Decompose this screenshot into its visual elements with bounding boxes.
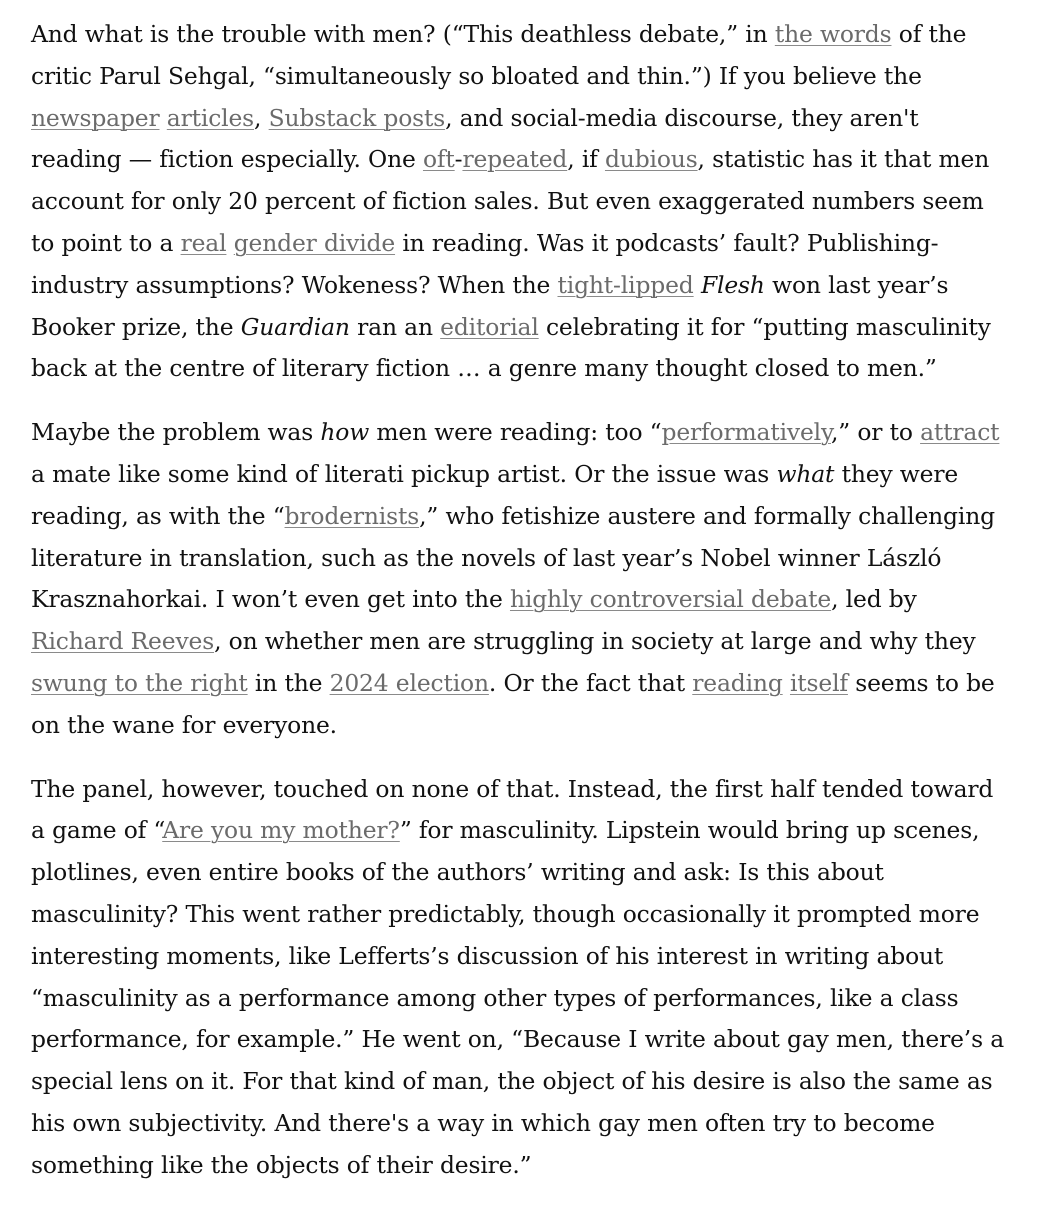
text-segment: critic Parul Sehgal, “simultaneously so bloated and thin.”) If you believe the <box>31 61 922 90</box>
text-line <box>31 894 1031 936</box>
text-segment: something like the objects of their desire.” <box>31 1150 532 1179</box>
text-line <box>31 1145 1031 1187</box>
text-segment: his own subjectivity. And there's a way in which gay men often try to become <box>31 1108 935 1137</box>
text-segment <box>694 271 701 299</box>
text-line <box>31 412 1031 454</box>
text-line <box>31 579 1031 621</box>
inline-link[interactable]: highly controversial debate <box>509 585 832 614</box>
text-segment: back at the centre of literary fiction … a genre many thought closed to men.” <box>31 354 937 383</box>
text-line <box>31 1019 1031 1061</box>
text-line <box>31 852 1031 894</box>
text-segment: in the <box>247 668 330 697</box>
text-segment: on the wane for everyone. <box>31 710 337 739</box>
text-segment: Krasznahorkai. I won’t even get into the <box>31 585 510 614</box>
text-segment: The panel, however, touched on none of that. Instead, the first half tended toward <box>31 774 994 803</box>
inline-link[interactable]: newspaper <box>31 103 160 132</box>
text-segment: “masculinity as a performance among other types of performances, like a class <box>31 983 959 1012</box>
text-segment: ” for masculinity. Lipstein would bring up scenes, <box>399 816 980 845</box>
text-segment: in reading. Was it podcasts’ fault? Publishing- <box>395 228 939 257</box>
inline-link[interactable]: swung to the right <box>31 668 248 697</box>
paragraph <box>31 769 1031 1187</box>
text-line <box>31 56 1031 98</box>
inline-link[interactable]: performatively <box>661 418 831 447</box>
text-line <box>31 454 1031 496</box>
text-segment <box>226 229 233 257</box>
text-line <box>31 978 1031 1020</box>
text-segment: reading, as with the “ <box>31 501 285 530</box>
text-segment: a mate like some kind of literati pickup artist. Or the issue was <box>31 459 777 488</box>
text-line <box>31 307 1031 349</box>
text-segment: men were reading: too “ <box>369 418 662 447</box>
inline-link[interactable]: 2024 election <box>329 668 489 697</box>
text-line <box>31 936 1031 978</box>
text-segment: ,” who fetishize austere and formally challenging <box>419 501 995 530</box>
text-line <box>31 663 1031 705</box>
inline-link[interactable]: editorial <box>440 312 539 341</box>
text-segment: , if <box>567 145 605 174</box>
text-line <box>31 621 1031 663</box>
text-line <box>31 810 1031 852</box>
inline-link[interactable]: repeated <box>462 145 568 174</box>
text-segment: plotlines, even entire books of the authors’ writing and ask: Is this about <box>31 858 884 887</box>
text-segment: ,” or to <box>830 418 921 447</box>
inline-link[interactable]: gender divide <box>233 228 396 257</box>
text-segment: they were <box>834 459 959 488</box>
inline-link[interactable]: brodernists <box>284 501 420 530</box>
text-line <box>31 98 1031 140</box>
text-segment: - <box>454 145 463 174</box>
text-segment: literature in translation, such as the novels of last year’s Nobel winner László <box>31 543 942 572</box>
text-segment: special lens on it. For that kind of man, the object of his desire is also the same as <box>31 1067 993 1096</box>
article-body <box>31 14 1031 1209</box>
text-line <box>31 265 1031 307</box>
text-segment: , led by <box>831 585 917 614</box>
inline-link[interactable]: itself <box>789 668 848 697</box>
text-segment: . Or the fact that <box>488 668 693 697</box>
paragraph <box>31 412 1031 746</box>
text-segment: won last year’s <box>764 270 949 299</box>
text-segment: account for only 20 percent of fiction sales. But even exaggerated numbers seem <box>31 187 984 216</box>
text-segment: ran an <box>349 312 441 341</box>
text-segment: , <box>254 103 269 132</box>
inline-link[interactable]: articles <box>166 103 255 132</box>
text-segment: Booker prize, the <box>31 312 241 341</box>
text-segment: And what is the trouble with men? (“This deathless debate,” in <box>31 20 775 48</box>
italic-text: how <box>320 418 370 447</box>
text-segment <box>160 104 167 132</box>
text-segment: industry assumptions? Wokeness? When the <box>31 270 558 299</box>
text-segment: a game of “ <box>31 816 163 845</box>
text-segment: , and social-media discourse, they aren't <box>445 103 919 132</box>
paragraph <box>31 14 1031 390</box>
text-line <box>31 496 1031 538</box>
text-line <box>31 538 1031 580</box>
text-line <box>31 1061 1031 1103</box>
text-segment: , statistic has it that men <box>697 145 990 174</box>
inline-link[interactable]: attract <box>920 418 1000 447</box>
text-line <box>31 1103 1031 1145</box>
text-segment: interesting moments, like Lefferts’s discussion of his interest in writing about <box>31 941 944 970</box>
text-line <box>31 705 1031 747</box>
text-segment: seems to be <box>847 668 995 697</box>
inline-link[interactable]: tight-lipped <box>557 270 694 299</box>
text-line <box>31 14 1031 56</box>
text-segment: to point to a <box>31 228 181 257</box>
text-line <box>31 769 1031 811</box>
text-line <box>31 181 1031 223</box>
text-segment: performance, for example.” He went on, “Because I write about gay men, there’s a <box>31 1025 1005 1054</box>
text-segment: masculinity? This went rather predictably, though occasionally it prompted more <box>31 899 980 928</box>
inline-link[interactable]: Substack posts <box>268 103 446 132</box>
inline-link[interactable]: the words <box>774 20 892 48</box>
text-segment: Maybe the problem was <box>31 418 321 447</box>
inline-link[interactable]: dubious <box>604 145 698 174</box>
italic-text: what <box>776 459 835 488</box>
italic-text: Guardian <box>240 312 350 341</box>
inline-link[interactable]: Are you my mother? <box>162 816 400 845</box>
inline-link[interactable]: Richard Reeves <box>31 627 215 656</box>
text-line <box>31 139 1031 181</box>
text-segment: celebrating it for “putting masculinity <box>538 312 991 341</box>
text-line <box>31 223 1031 265</box>
text-segment: , on whether men are struggling in society at large and why they <box>214 627 976 656</box>
inline-link[interactable]: reading <box>692 668 783 697</box>
italic-text: Flesh <box>700 270 765 299</box>
text-segment <box>783 669 790 697</box>
text-segment: of the <box>891 20 967 48</box>
inline-link[interactable]: oft <box>422 145 455 174</box>
text-line <box>31 348 1031 390</box>
text-segment: reading — fiction especially. One <box>31 145 423 174</box>
inline-link[interactable]: real <box>180 228 227 257</box>
